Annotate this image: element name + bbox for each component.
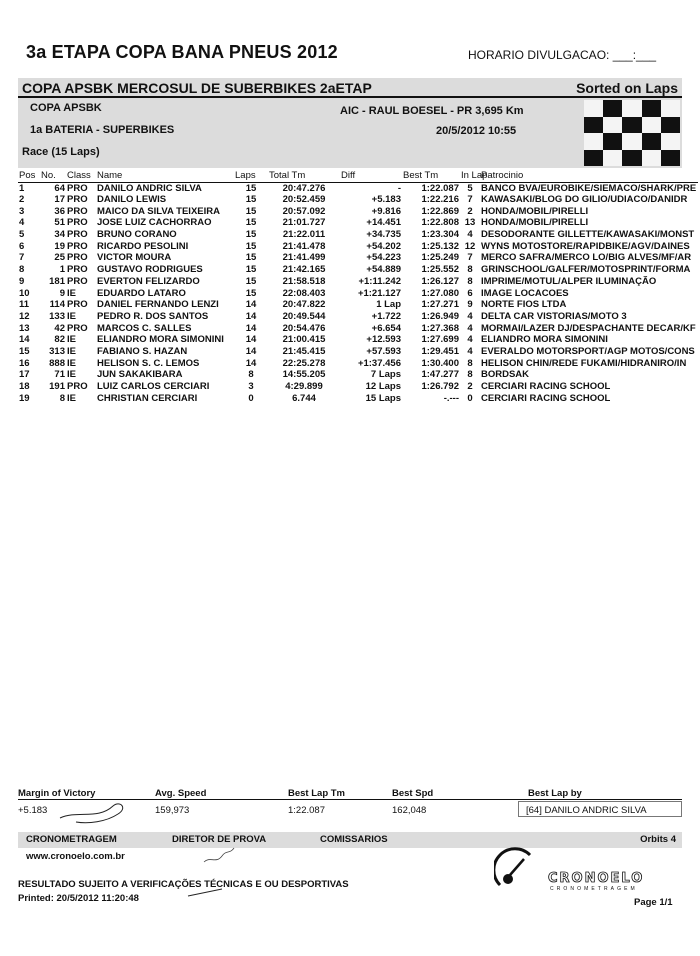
cell-laps: 15 xyxy=(245,182,257,194)
table-row xyxy=(18,334,698,346)
cell-total: 22:08.403 xyxy=(282,287,326,299)
table-row xyxy=(18,264,698,276)
cell-sponsor: DELTA CAR VISTORIAS/MOTO 3 xyxy=(481,310,627,322)
cell-best: 1:47.277 xyxy=(421,369,459,381)
cell-total: 20:57.092 xyxy=(282,205,326,217)
cell-in-lap: 2 xyxy=(467,381,473,393)
cell-in-lap: 0 xyxy=(467,392,473,404)
cell-name: MARCOS C. SALLES xyxy=(97,322,192,334)
cell-laps: 15 xyxy=(245,287,257,299)
cell-class: IE xyxy=(67,287,76,299)
disclaimer: RESULTADO SUJEITO A VERIFICAÇÕES TÉCNICAS E OU DESPORTIVAS xyxy=(18,879,349,890)
table-row xyxy=(18,287,698,299)
col-best: Best Tm xyxy=(402,170,460,182)
cell-best: 1:27.699 xyxy=(421,334,459,346)
cronoelo-logo-sub: CRONOMETRAGEM xyxy=(550,886,638,892)
best-spd-value: 162,048 xyxy=(392,805,427,816)
cell-in-lap: 8 xyxy=(467,264,473,276)
col-in-lap: In Lap xyxy=(461,170,488,182)
cell-total: 21:45.415 xyxy=(282,345,326,357)
cell-laps: 15 xyxy=(245,194,257,206)
cell-pos: 7 xyxy=(19,252,25,264)
col-laps: Laps xyxy=(234,170,268,182)
table-row xyxy=(18,369,698,381)
cell-pos: 14 xyxy=(19,334,30,346)
cell-laps: 15 xyxy=(245,264,257,276)
cell-diff: +57.593 xyxy=(366,345,401,357)
cell-no: 82 xyxy=(54,334,65,346)
cell-best: 1:22.087 xyxy=(421,182,459,194)
cell-diff: +54.889 xyxy=(366,264,401,276)
horario-divulgacao: HORARIO DIVULGACAO: ___:___ xyxy=(468,48,657,62)
page-number: Page 1/1 xyxy=(634,897,673,908)
cell-class: PRO xyxy=(67,322,88,334)
cell-in-lap: 9 xyxy=(467,299,473,311)
col-no: No. xyxy=(40,170,66,182)
cell-total: 21:41.499 xyxy=(282,252,326,264)
cell-pos: 12 xyxy=(19,310,30,322)
cell-total: 14:55.205 xyxy=(282,369,326,381)
cell-no: 9 xyxy=(59,287,65,299)
margin-value: +5.183 xyxy=(18,805,48,816)
cell-class: PRO xyxy=(67,381,88,393)
table-row xyxy=(18,276,698,288)
document-title: 3a ETAPA COPA BANA PNEUS 2012 xyxy=(26,42,338,62)
table-row xyxy=(18,392,698,404)
cell-best: 1:27.368 xyxy=(421,322,459,334)
session-datetime: 20/5/2012 10:55 xyxy=(436,125,517,137)
cell-best: 1:27.080 xyxy=(421,287,459,299)
best-lap-by-label: Best Lap by xyxy=(528,788,582,799)
cell-diff: +54.223 xyxy=(366,252,401,264)
table-row xyxy=(18,381,698,393)
event-title: COPA APSBK MERCOSUL DE SUBERBIKES 2aETAP xyxy=(22,80,372,96)
cell-class: IE xyxy=(67,357,76,369)
cell-sponsor: BANCO BVA/EUROBIKE/SIEMACO/SHARK/PRE xyxy=(481,182,697,194)
orbits-label: Orbits 4 xyxy=(640,834,676,845)
cell-pos: 16 xyxy=(19,357,30,369)
cell-total: 21:58.518 xyxy=(282,275,326,287)
cell-name: CHRISTIAN CERCIARI xyxy=(97,392,198,404)
table-header-row xyxy=(18,170,698,182)
cell-total: 20:54.476 xyxy=(282,322,326,334)
cell-class: IE xyxy=(67,392,76,404)
cell-laps: 0 xyxy=(248,392,254,404)
cell-diff: 15 Laps xyxy=(365,392,401,404)
avg-speed-value: 159,973 xyxy=(155,805,190,816)
cell-no: 25 xyxy=(54,252,65,264)
event-title-bar xyxy=(18,78,682,98)
cell-sponsor: MERCO SAFRA/MERCO LO/BIG ALVES/MF/AR xyxy=(481,252,692,264)
cell-sponsor: NORTE FIOS LTDA xyxy=(481,299,567,311)
results-table xyxy=(18,170,698,404)
cell-no: 191 xyxy=(49,381,65,393)
cell-total: 20:52.459 xyxy=(282,194,326,206)
summary-labels xyxy=(18,786,682,800)
cell-best: 1:25.552 xyxy=(421,264,459,276)
cell-total: 20:49.544 xyxy=(282,310,326,322)
cell-pos: 9 xyxy=(19,275,25,287)
col-class: Class xyxy=(66,170,96,182)
stopwatch-logo-icon xyxy=(494,845,538,891)
cell-pos: 2 xyxy=(19,194,25,206)
cell-no: 133 xyxy=(49,310,65,322)
cell-class: PRO xyxy=(67,205,88,217)
cell-no: 64 xyxy=(54,182,65,194)
cell-class: IE xyxy=(67,310,76,322)
timing-label: CRONOMETRAGEM xyxy=(26,834,117,845)
table-row xyxy=(18,240,698,252)
cell-diff: - xyxy=(397,182,401,194)
table-row xyxy=(18,357,698,369)
cell-in-lap: 12 xyxy=(464,240,476,252)
cell-in-lap: 4 xyxy=(467,322,473,334)
cell-total: 21:01.727 xyxy=(282,217,326,229)
cell-class: PRO xyxy=(67,194,88,206)
cell-in-lap: 4 xyxy=(467,334,473,346)
cell-class: PRO xyxy=(67,299,88,311)
cell-total: 21:00.415 xyxy=(282,334,326,346)
cell-total: 20:47.822 xyxy=(282,299,326,311)
cell-name: JOSE LUIZ CACHORRAO xyxy=(97,217,212,229)
best-spd-label: Best Spd xyxy=(392,788,434,799)
cell-diff: +1:21.127 xyxy=(357,287,401,299)
cell-best: -.--- xyxy=(443,392,459,404)
cell-diff: +9.816 xyxy=(371,205,401,217)
col-pos: Pos xyxy=(18,170,40,182)
cell-laps: 8 xyxy=(248,369,254,381)
cell-laps: 14 xyxy=(245,322,257,334)
cell-sponsor: ELIANDRO MORA SIMONINI xyxy=(481,334,608,346)
cell-laps: 14 xyxy=(245,310,257,322)
cell-diff: 12 Laps xyxy=(365,381,401,393)
table-row xyxy=(18,217,698,229)
cell-pos: 6 xyxy=(19,240,25,252)
cell-diff: +1:37.456 xyxy=(357,357,401,369)
cell-best: 1:22.869 xyxy=(421,205,459,217)
cell-diff: +1:11.242 xyxy=(358,275,401,287)
cell-sponsor: WYNS MOTOSTORE/RAPIDBIKE/AGV/DAINES xyxy=(481,240,690,252)
checkered-flag-icon xyxy=(584,100,680,166)
cell-best: 1:30.400 xyxy=(421,357,459,369)
cell-name: VICTOR MOURA xyxy=(97,252,172,264)
cell-no: 313 xyxy=(49,345,65,357)
cell-total: 21:42.165 xyxy=(282,264,326,276)
cell-sponsor: HONDA/MOBIL/PIRELLI xyxy=(481,205,589,217)
cell-diff: +1.722 xyxy=(371,310,401,322)
track-name: AIC - RAUL BOESEL - PR 3,695 Km xyxy=(340,105,524,117)
stewards-label: COMISSARIOS xyxy=(320,834,388,845)
cell-diff: +34.735 xyxy=(366,229,401,241)
cell-total: 22:25.278 xyxy=(282,357,326,369)
cell-total: 20:47.276 xyxy=(282,182,326,194)
table-row xyxy=(18,252,698,264)
cell-pos: 19 xyxy=(19,392,30,404)
cell-pos: 15 xyxy=(19,345,30,357)
cell-class: IE xyxy=(67,369,76,381)
cell-in-lap: 7 xyxy=(467,252,473,264)
cell-sponsor: DESODORANTE GILLETTE/KAWASAKI/MONST xyxy=(481,229,695,241)
table-row xyxy=(18,299,698,311)
cell-name: EVERTON FELIZARDO xyxy=(97,275,200,287)
cell-laps: 14 xyxy=(245,299,257,311)
cell-in-lap: 5 xyxy=(467,182,473,194)
cell-class: PRO xyxy=(67,182,88,194)
cell-pos: 17 xyxy=(19,369,30,381)
cell-in-lap: 4 xyxy=(467,310,473,322)
cell-in-lap: 8 xyxy=(467,369,473,381)
cell-no: 8 xyxy=(59,392,65,404)
cronoelo-logo: CRONOELO xyxy=(548,871,645,886)
cell-no: 51 xyxy=(54,217,65,229)
table-row xyxy=(18,229,698,241)
cell-pos: 3 xyxy=(19,205,25,217)
cell-class: PRO xyxy=(67,252,88,264)
race-laps: Race (15 Laps) xyxy=(22,146,100,158)
margin-label: Margin of Victory xyxy=(18,788,96,799)
cell-pos: 5 xyxy=(19,229,25,241)
officials-bar xyxy=(18,832,682,848)
cell-no: 888 xyxy=(49,357,65,369)
table-row xyxy=(18,322,698,334)
cell-pos: 11 xyxy=(19,299,30,311)
cell-sponsor: HONDA/MOBIL/PIRELLI xyxy=(481,217,589,229)
cell-best: 1:23.304 xyxy=(421,229,459,241)
cell-sponsor: MORMAI/LAZER DJ/DESPACHANTE DECAR/KF xyxy=(481,322,696,334)
cell-pos: 1 xyxy=(19,182,25,194)
cell-laps: 14 xyxy=(245,357,257,369)
cell-best: 1:26.792 xyxy=(421,381,459,393)
cell-diff: +6.654 xyxy=(371,322,401,334)
session-name: 1a BATERIA - SUPERBIKES xyxy=(30,124,175,136)
cell-sponsor: HELISON CHIN/REDE FUKAMI/HIDRANIRO/IN xyxy=(481,357,687,369)
table-row xyxy=(18,182,698,194)
cell-name: MAICO DA SILVA TEIXEIRA xyxy=(97,205,220,217)
cell-no: 1 xyxy=(59,264,65,276)
sort-label: Sorted on Laps xyxy=(576,80,678,96)
cell-laps: 15 xyxy=(245,252,257,264)
cell-in-lap: 6 xyxy=(467,287,473,299)
cell-total: 4:29.899 xyxy=(285,381,323,393)
cell-name: HELISON S. C. LEMOS xyxy=(97,357,200,369)
table-row xyxy=(18,346,698,358)
cell-laps: 15 xyxy=(245,275,257,287)
cell-name: FABIANO S. HAZAN xyxy=(97,345,188,357)
cell-sponsor: KAWASAKI/BLOG DO GILIO/UDIACO/DANIDR xyxy=(481,194,688,206)
table-row xyxy=(18,311,698,323)
results-header xyxy=(18,78,682,168)
cell-no: 36 xyxy=(54,205,65,217)
cell-diff: 1 Lap xyxy=(376,299,401,311)
cell-laps: 14 xyxy=(245,334,257,346)
cell-best: 1:26.949 xyxy=(421,310,459,322)
best-lap-tm-value: 1:22.087 xyxy=(288,805,325,816)
cell-best: 1:25.249 xyxy=(421,252,459,264)
table-row xyxy=(18,194,698,206)
cell-name: PEDRO R. DOS SANTOS xyxy=(97,310,209,322)
cell-class: PRO xyxy=(67,240,88,252)
cell-name: DANIEL FERNANDO LENZI xyxy=(97,299,219,311)
cell-laps: 15 xyxy=(245,229,257,241)
cell-name: DANILO LEWIS xyxy=(97,194,167,206)
cell-no: 42 xyxy=(54,322,65,334)
cell-no: 114 xyxy=(49,299,65,311)
col-diff: Diff xyxy=(340,170,402,182)
cell-name: GUSTAVO RODRIGUES xyxy=(97,264,203,276)
website: www.cronoelo.com.br xyxy=(26,851,125,862)
cell-class: PRO xyxy=(67,229,88,241)
cell-diff: 7 Laps xyxy=(370,369,401,381)
cell-laps: 15 xyxy=(245,217,257,229)
cell-sponsor: GRINSCHOOL/GALFER/MOTOSPRINT/FORMA xyxy=(481,264,691,276)
cell-class: IE xyxy=(67,345,76,357)
cell-sponsor: CERCIARI RACING SCHOOL xyxy=(481,392,611,404)
cell-sponsor: BORDSAK xyxy=(481,369,530,381)
signature-director-icon xyxy=(200,844,240,868)
cell-name: ELIANDRO MORA SIMONINI xyxy=(97,334,224,346)
cell-laps: 15 xyxy=(245,240,257,252)
cell-pos: 4 xyxy=(19,217,25,229)
cell-laps: 3 xyxy=(248,381,254,393)
avg-speed-label: Avg. Speed xyxy=(155,788,207,799)
cell-diff: +12.593 xyxy=(366,334,401,346)
col-sponsor: Patrocinio xyxy=(480,170,698,182)
cell-pos: 10 xyxy=(19,287,30,299)
col-name: Name xyxy=(96,170,234,182)
cell-laps: 14 xyxy=(245,345,257,357)
cell-no: 19 xyxy=(54,240,65,252)
cell-name: JUN SAKAKIBARA xyxy=(97,369,183,381)
best-lap-by-value: [64] DANILO ANDRIC SILVA xyxy=(526,805,647,816)
cell-best: 1:29.451 xyxy=(421,345,459,357)
cell-in-lap: 13 xyxy=(464,217,476,229)
cell-no: 71 xyxy=(54,369,65,381)
cell-pos: 8 xyxy=(19,264,25,276)
cell-diff: +54.202 xyxy=(366,240,401,252)
cell-in-lap: 8 xyxy=(467,357,473,369)
cell-in-lap: 4 xyxy=(467,345,473,357)
printed-timestamp: Printed: 20/5/2012 11:20:48 xyxy=(18,893,139,904)
col-total: Total Tm xyxy=(268,170,340,182)
cell-total: 21:22.011 xyxy=(282,229,326,241)
cell-no: 34 xyxy=(54,229,65,241)
cell-in-lap: 4 xyxy=(467,229,473,241)
cell-laps: 15 xyxy=(245,205,257,217)
cell-class: IE xyxy=(67,334,76,346)
cell-in-lap: 7 xyxy=(467,194,473,206)
series-name: COPA APSBK xyxy=(30,102,102,114)
cell-best: 1:26.127 xyxy=(421,275,459,287)
cell-name: BRUNO CORANO xyxy=(97,229,177,241)
cell-diff: +5.183 xyxy=(371,194,401,206)
table-row xyxy=(18,205,698,217)
cell-diff: +14.451 xyxy=(366,217,401,229)
signature-timing-icon xyxy=(58,800,138,826)
cell-sponsor: CERCIARI RACING SCHOOL xyxy=(481,381,611,393)
cell-best: 1:27.271 xyxy=(421,299,459,311)
cell-pos: 13 xyxy=(19,322,30,334)
cell-best: 1:22.216 xyxy=(421,194,459,206)
cell-total: 21:41.478 xyxy=(282,240,326,252)
cell-name: LUIZ CARLOS CERCIARI xyxy=(97,381,210,393)
cell-sponsor: IMAGE LOCACOES xyxy=(481,287,569,299)
cell-name: EDUARDO LATARO xyxy=(97,287,186,299)
cell-in-lap: 2 xyxy=(467,205,473,217)
cell-class: PRO xyxy=(67,275,88,287)
cell-sponsor: EVERALDO MOTORSPORT/AGP MOTOS/CONS xyxy=(481,345,695,357)
cell-sponsor: IMPRIME/MOTUL/ALPER ILUMINAÇÃO xyxy=(481,275,657,287)
results-body xyxy=(18,182,698,404)
cell-no: 181 xyxy=(49,275,65,287)
cell-class: PRO xyxy=(67,217,88,229)
cell-no: 17 xyxy=(54,194,65,206)
cell-best: 1:25.132 xyxy=(421,240,459,252)
cell-in-lap: 8 xyxy=(467,275,473,287)
signature-stroke-icon xyxy=(186,886,226,900)
cell-class: PRO xyxy=(67,264,88,276)
cell-total: 6.744 xyxy=(292,392,316,404)
cell-pos: 18 xyxy=(19,381,30,393)
best-lap-tm-label: Best Lap Tm xyxy=(288,788,346,799)
cell-name: DANILO ANDRIC SILVA xyxy=(97,182,202,194)
cell-best: 1:22.808 xyxy=(421,217,459,229)
director-label: DIRETOR DE PROVA xyxy=(172,834,267,845)
cell-name: RICARDO PESOLINI xyxy=(97,240,189,252)
